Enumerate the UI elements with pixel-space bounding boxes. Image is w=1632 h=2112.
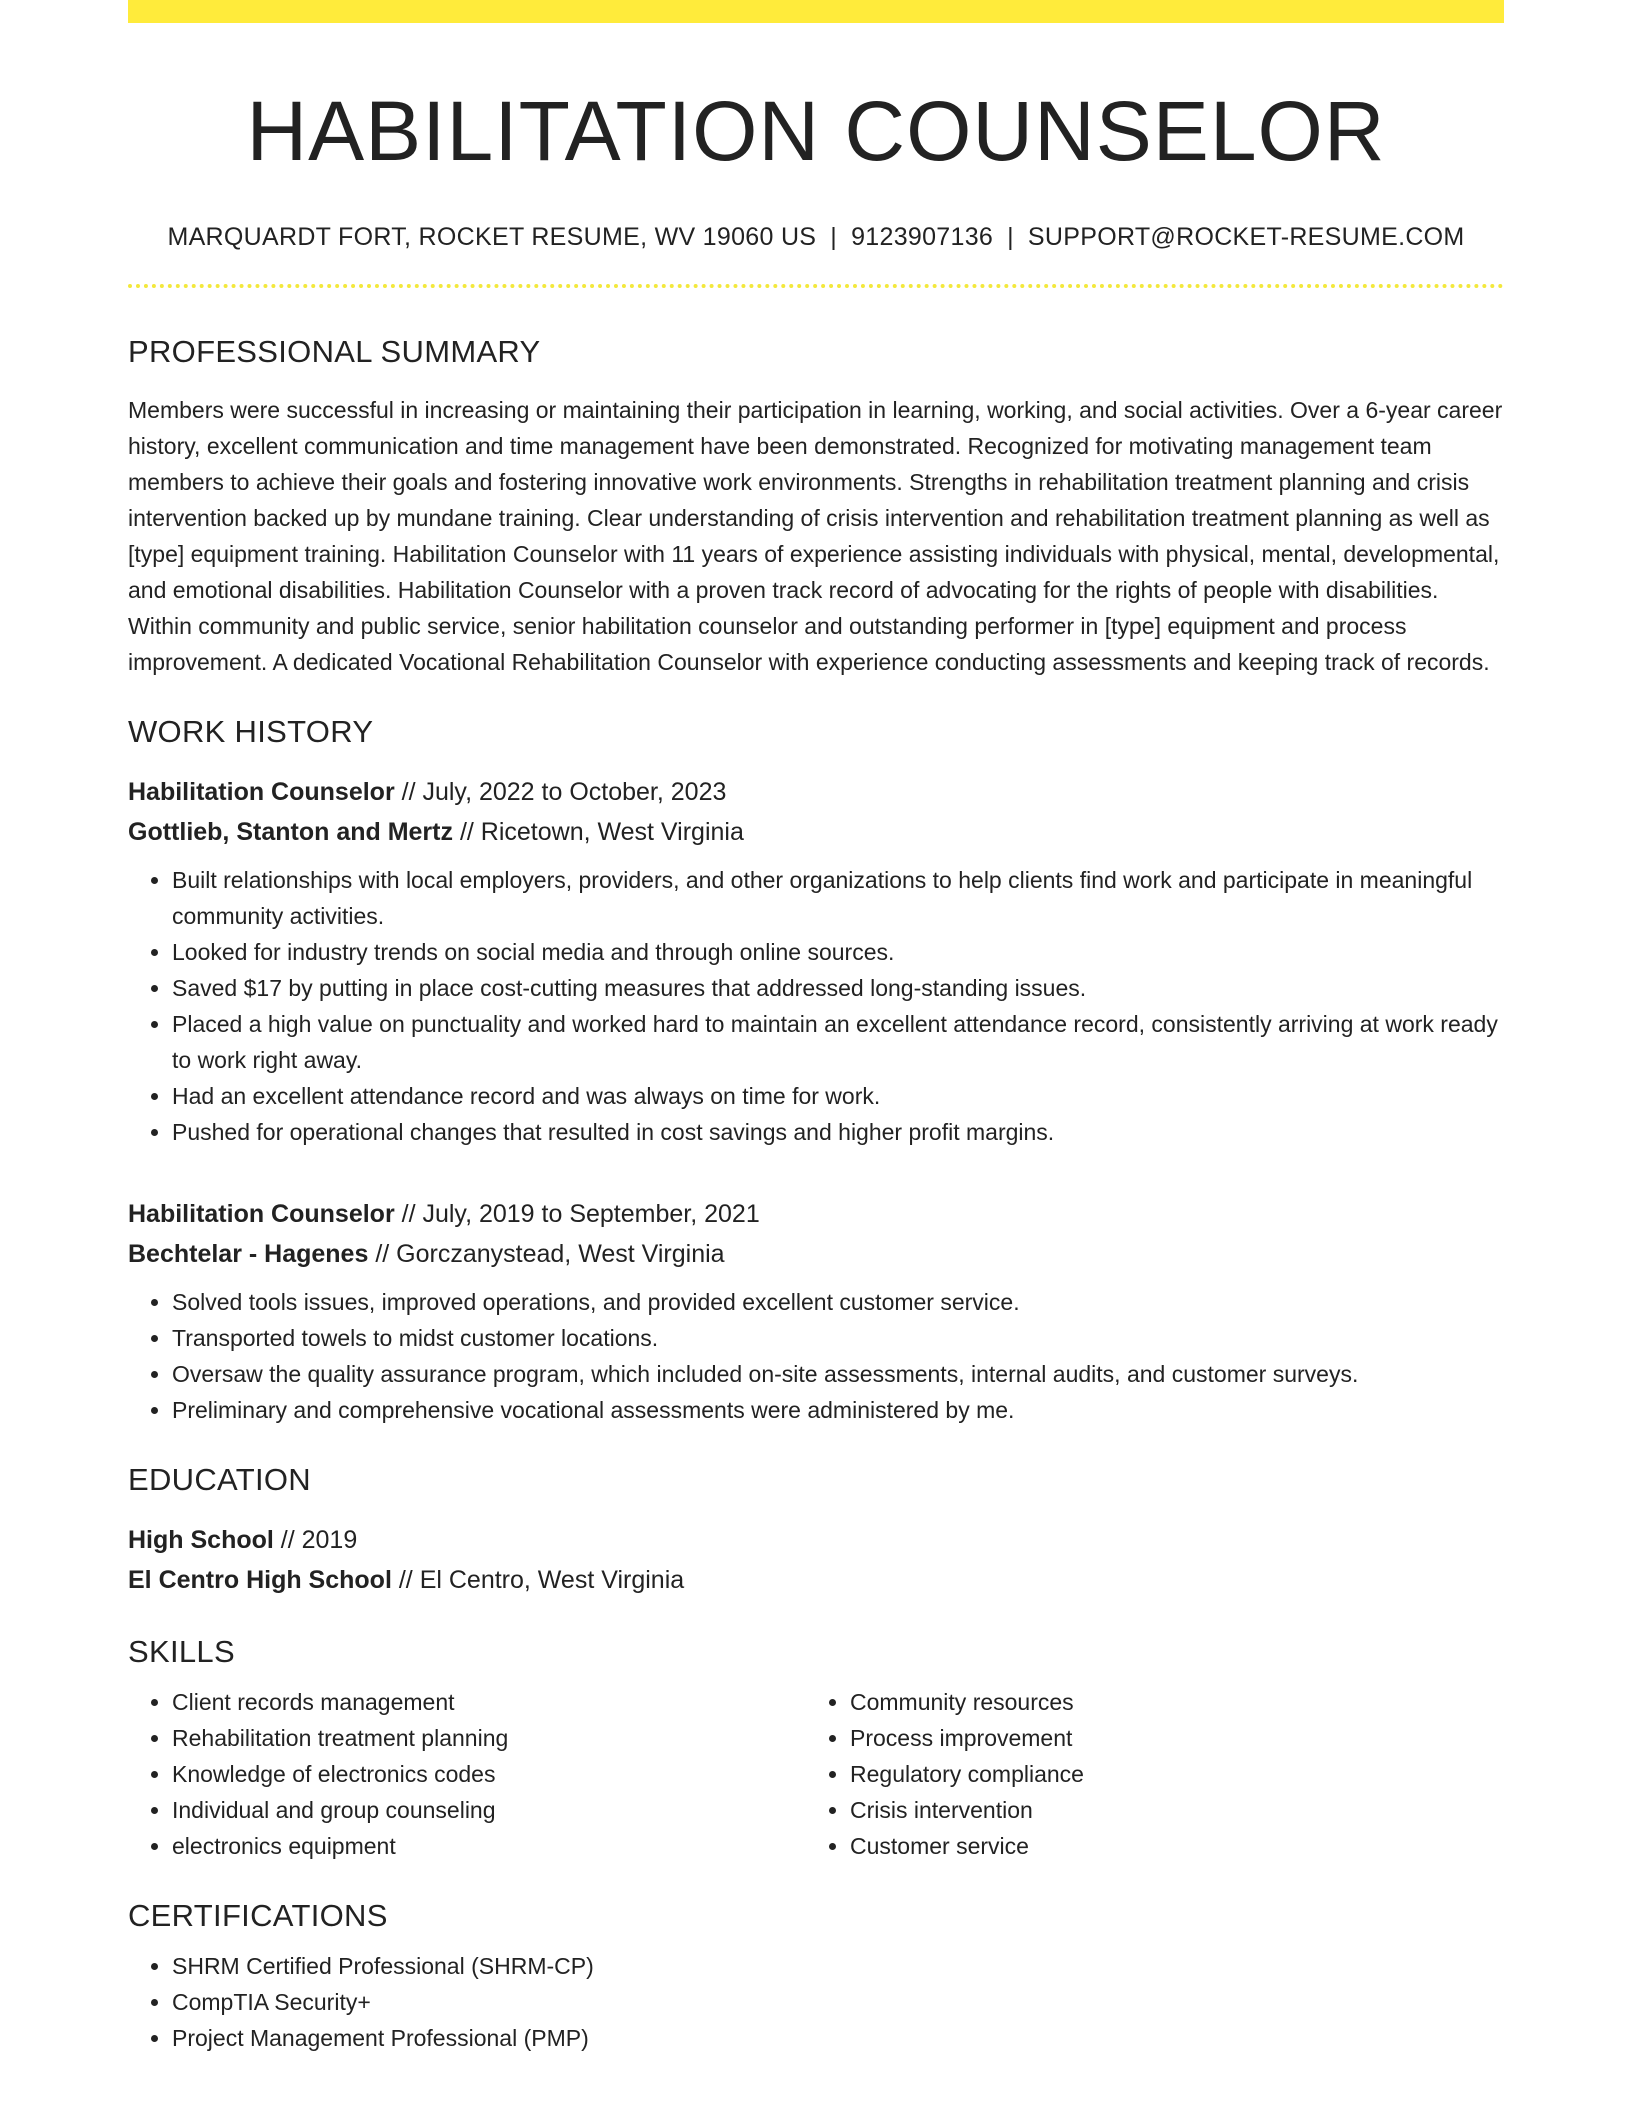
skill-item: • Community resources [850, 1684, 1484, 1720]
skill-item: • electronics equipment [172, 1828, 806, 1864]
accent-top-bar [128, 0, 1504, 23]
certification-item: • Project Management Professional (PMP) [172, 2020, 1504, 2056]
job-location: // Gorczanystead, West Virginia [368, 1240, 725, 1269]
job-company: Bechtelar - Hagenes [128, 1240, 369, 1269]
job-bullet: • Preliminary and comprehensive vocational assessments were administered by me. [172, 1392, 1504, 1428]
skill-item: • Individual and group counseling [172, 1792, 806, 1828]
certifications-list [128, 1948, 1504, 2056]
job-title-line [128, 772, 1504, 812]
education-school-line [128, 1560, 1504, 1600]
job-dates: // July, 2022 to October, 2023 [394, 778, 727, 807]
education-entry [128, 1520, 1504, 1600]
section-title-summary: PROFESSIONAL SUMMARY [128, 334, 541, 370]
skill-item: • Customer service [850, 1828, 1484, 1864]
education-location: // El Centro, West Virginia [391, 1566, 685, 1595]
job-role: Habilitation Counselor [128, 778, 395, 807]
certification-item: • CompTIA Security+ [172, 1984, 1504, 2020]
job-bullet: • Oversaw the quality assurance program, which included on-site assessments, internal audits, and customer surveys. [172, 1356, 1504, 1392]
resume-title: HABILITATION COUNSELOR [246, 84, 1386, 178]
certifications-section [128, 1898, 1504, 2056]
dotted-divider [128, 284, 1504, 288]
education-section [128, 1462, 1504, 1600]
section-title-skills: SKILLS [128, 1634, 235, 1670]
skill-item: • Knowledge of electronics codes [172, 1756, 806, 1792]
section-title-certifications: CERTIFICATIONS [128, 1898, 388, 1934]
job-company-line [128, 812, 1504, 852]
resume-page [128, 0, 1504, 2056]
education-year: // 2019 [273, 1526, 358, 1555]
skill-item: • Rehabilitation treatment planning [172, 1720, 806, 1756]
section-title-education: EDUCATION [128, 1462, 311, 1498]
skill-item: • Process improvement [850, 1720, 1484, 1756]
job-company-line [128, 1234, 1504, 1274]
job-bullet: • Saved $17 by putting in place cost-cutting measures that addressed long-standing issues. [172, 970, 1504, 1006]
contact-email[interactable]: SUPPORT@ROCKET-RESUME.COM [1027, 223, 1465, 252]
contact-phone: 9123907136 [851, 223, 994, 252]
contact-separator: | [1007, 223, 1014, 252]
summary-text: Members were successful in increasing or maintaining their participation in learning, working, and social activities. Over a 6-year career history, excellent communication and time management have been demonstrated. Recognized for motivating management team members to achieve their goals and fostering innovative work environments. Strengths in rehabilitation treatment planning and crisis intervention backed up by mundane training. Clear understanding of crisis intervention and rehabilitation treatment planning as well as [type] equipment training. Habilitation Counselor with 11 years of experience assisting individuals with physical, mental, developmental, and emotional disabilities. Habilitation Counselor with a proven track record of advocating for the rights of people with disabilities. Within community and public service, senior habilitation counselor and outstanding performer in [type] equipment and process improvement. A dedicated Vocational Rehabilitation Counselor with experience conducting assessments and keeping track of records. [128, 397, 1503, 676]
section-title-work-history: WORK HISTORY [128, 714, 374, 750]
job-bullet: • Built relationships with local employers, providers, and other organizations to help clients find work and participate in meaningful community activities. [172, 862, 1504, 934]
skill-item: • Client records management [172, 1684, 806, 1720]
job-location: // Ricetown, West Virginia [453, 818, 744, 847]
job-bullets [128, 862, 1504, 1150]
contact-line [128, 223, 1504, 252]
skills-columns [128, 1684, 1504, 1864]
job-bullet: • Looked for industry trends on social media and through online sources. [172, 934, 1504, 970]
skill-item: • Crisis intervention [850, 1792, 1484, 1828]
education-school: El Centro High School [128, 1566, 392, 1595]
work-history-section [128, 714, 1504, 1428]
job-role: Habilitation Counselor [128, 1200, 395, 1229]
certification-item: • SHRM Certified Professional (SHRM-CP) [172, 1948, 1504, 1984]
skills-list-left [128, 1684, 806, 1864]
contact-address: MARQUARDT FORT, ROCKET RESUME, WV 19060 US [167, 223, 817, 252]
job-entry [128, 1194, 1504, 1428]
job-bullet: • Had an excellent attendance record and was always on time for work. [172, 1078, 1504, 1114]
summary-section [128, 334, 1504, 680]
skill-item: • Regulatory compliance [850, 1756, 1484, 1792]
job-bullet: • Solved tools issues, improved operations, and provided excellent customer service. [172, 1284, 1504, 1320]
job-bullets [128, 1284, 1504, 1428]
contact-separator: | [830, 223, 838, 252]
skills-list-right [806, 1684, 1484, 1864]
job-bullet: • Transported towels to midst customer locations. [172, 1320, 1504, 1356]
job-bullet: • Placed a high value on punctuality and worked hard to maintain an excellent attendance record, consistently arriving at work ready to work right away. [172, 1006, 1504, 1078]
education-degree: High School [128, 1526, 274, 1555]
skills-section [128, 1634, 1504, 1864]
job-dates: // July, 2019 to September, 2021 [394, 1200, 760, 1229]
job-bullet: • Pushed for operational changes that resulted in cost savings and higher profit margins. [172, 1114, 1504, 1150]
job-entry [128, 772, 1504, 1150]
job-title-line [128, 1194, 1504, 1234]
job-company: Gottlieb, Stanton and Mertz [128, 818, 453, 847]
education-degree-line [128, 1520, 1504, 1560]
